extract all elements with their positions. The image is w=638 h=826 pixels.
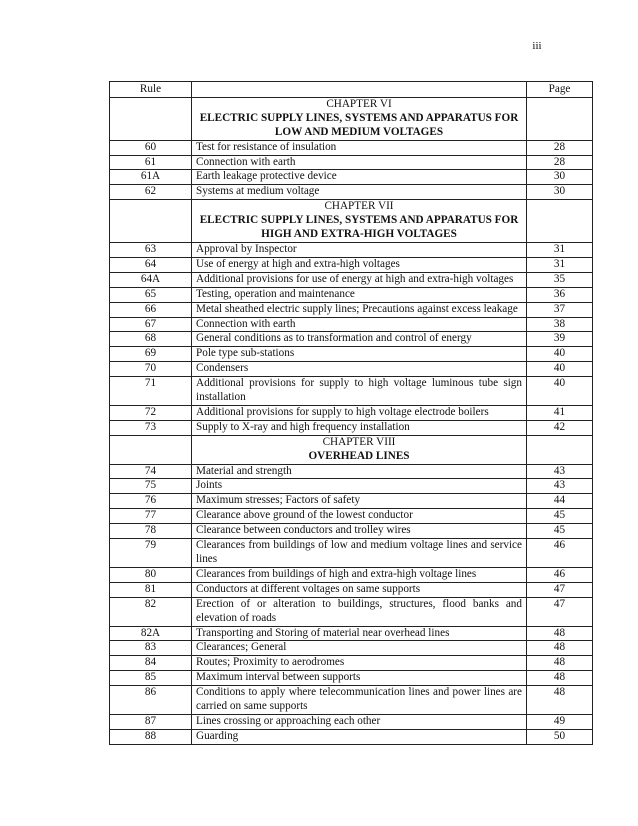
rule-description: Additional provisions for supply to high voltage electrode boilers (192, 405, 527, 420)
rule-number: 83 (110, 641, 192, 656)
table-row (110, 257, 593, 272)
rule-number: 76 (110, 494, 192, 509)
page-reference: 48 (527, 656, 593, 671)
table-row (110, 185, 593, 200)
contents-table (109, 81, 593, 745)
page-reference: 46 (527, 567, 593, 582)
rule-number: 70 (110, 362, 192, 377)
rule-description: Conditions to apply where telecommunication lines and power lines are carried on same supports (192, 686, 527, 715)
page-reference: 48 (527, 641, 593, 656)
table-row (110, 509, 593, 524)
page-reference: 48 (527, 671, 593, 686)
rule-description: Clearances from buildings of high and extra-high voltage lines (192, 567, 527, 582)
rule-description: Supply to X-ray and high frequency installation (192, 420, 527, 435)
rule-number: 86 (110, 686, 192, 715)
rule-description: Systems at medium voltage (192, 185, 527, 200)
table-row (110, 332, 593, 347)
rule-description: Pole type sub-stations (192, 347, 527, 362)
rule-description: Additional provisions for use of energy at high and extra-high voltages (192, 272, 527, 287)
rule-number: 82 (110, 597, 192, 626)
rule-number: 73 (110, 420, 192, 435)
rule-description: Connection with earth (192, 317, 527, 332)
rule-number: 71 (110, 377, 192, 406)
table-row (110, 479, 593, 494)
table-row (110, 420, 593, 435)
table-row (110, 567, 593, 582)
table-row (110, 405, 593, 420)
table-row (110, 347, 593, 362)
rule-number: 78 (110, 524, 192, 539)
rule-description: Guarding (192, 729, 527, 744)
table-row (110, 656, 593, 671)
table-row (110, 539, 593, 568)
table-row (110, 494, 593, 509)
chapter-heading-cell (192, 200, 527, 243)
rule-description: Clearances; General (192, 641, 527, 656)
chapter-title: ELECTRIC SUPPLY LINES, SYSTEMS AND APPARATUS FOR LOW AND MEDIUM VOLTAGES (199, 111, 519, 138)
rule-number: 60 (110, 140, 192, 155)
table-row (110, 729, 593, 744)
rule-number: 85 (110, 671, 192, 686)
contents-table-body (110, 97, 593, 744)
table-row (110, 242, 593, 257)
rule-description: Maximum interval between supports (192, 671, 527, 686)
rule-number: 81 (110, 582, 192, 597)
page-reference: 47 (527, 582, 593, 597)
page-reference: 46 (527, 539, 593, 568)
rule-description: Joints (192, 479, 527, 494)
rule-description: Erection of or alteration to buildings, structures, flood banks and elevation of roads (192, 597, 527, 626)
rule-description: Condensers (192, 362, 527, 377)
page-reference: 43 (527, 479, 593, 494)
page-reference: 40 (527, 362, 593, 377)
page-reference: 38 (527, 317, 593, 332)
rule-number: 62 (110, 185, 192, 200)
page-reference: 36 (527, 287, 593, 302)
page-reference: 28 (527, 155, 593, 170)
rule-description: Metal sheathed electric supply lines; Precautions against excess leakage (192, 302, 527, 317)
chapter-title: OVERHEAD LINES (308, 449, 410, 462)
rule-description: Transporting and Storing of material near overhead lines (192, 626, 527, 641)
page-reference: 44 (527, 494, 593, 509)
table-row (110, 272, 593, 287)
page-reference: 40 (527, 377, 593, 406)
empty-cell (110, 200, 192, 243)
chapter-heading-row (110, 435, 593, 464)
page-reference: 42 (527, 420, 593, 435)
page-reference: 28 (527, 140, 593, 155)
rule-number: 64A (110, 272, 192, 287)
rule-description: Test for resistance of insulation (192, 140, 527, 155)
table-row (110, 302, 593, 317)
page-reference: 37 (527, 302, 593, 317)
rule-number: 77 (110, 509, 192, 524)
table-row (110, 582, 593, 597)
rule-description: Clearance between conductors and trolley wires (192, 524, 527, 539)
table-row (110, 597, 593, 626)
table-row (110, 626, 593, 641)
description-column-header (192, 82, 527, 98)
chapter-number: CHAPTER VI (326, 97, 392, 110)
rule-number: 68 (110, 332, 192, 347)
table-row (110, 714, 593, 729)
table-row (110, 155, 593, 170)
table-row (110, 377, 593, 406)
rule-description: Maximum stresses; Factors of safety (192, 494, 527, 509)
rule-number: 66 (110, 302, 192, 317)
rule-number: 61A (110, 170, 192, 185)
rule-description: Additional provisions for supply to high voltage luminous tube sign installation (192, 377, 527, 406)
rule-number: 65 (110, 287, 192, 302)
page-reference: 41 (527, 405, 593, 420)
rule-description: Clearance above ground of the lowest conductor (192, 509, 527, 524)
empty-cell (527, 435, 593, 464)
page-reference: 31 (527, 257, 593, 272)
rule-number: 67 (110, 317, 192, 332)
rule-description: Clearances from buildings of low and medium voltage lines and service lines (192, 539, 527, 568)
chapter-title: ELECTRIC SUPPLY LINES, SYSTEMS AND APPARATUS FOR HIGH AND EXTRA-HIGH VOLTAGES (199, 214, 519, 241)
rule-number: 75 (110, 479, 192, 494)
page-reference: 50 (527, 729, 593, 744)
rule-description: Conductors at different voltages on same supports (192, 582, 527, 597)
table-row (110, 362, 593, 377)
table-row (110, 464, 593, 479)
table-header-row (110, 82, 593, 98)
table-row (110, 287, 593, 302)
page-reference: 43 (527, 464, 593, 479)
empty-cell (110, 435, 192, 464)
rule-description: General conditions as to transformation and control of energy (192, 332, 527, 347)
chapter-heading-cell (192, 97, 527, 140)
table-row (110, 641, 593, 656)
rule-number: 80 (110, 567, 192, 582)
page-reference: 30 (527, 185, 593, 200)
table-row (110, 671, 593, 686)
rule-column-header: Rule (110, 82, 192, 98)
rule-number: 79 (110, 539, 192, 568)
empty-cell (527, 200, 593, 243)
page-reference: 45 (527, 524, 593, 539)
rule-description: Material and strength (192, 464, 527, 479)
empty-cell (110, 97, 192, 140)
rule-number: 69 (110, 347, 192, 362)
page-reference: 49 (527, 714, 593, 729)
rule-number: 72 (110, 405, 192, 420)
rule-number: 63 (110, 242, 192, 257)
table-row (110, 140, 593, 155)
page-reference: 35 (527, 272, 593, 287)
rule-description: Lines crossing or approaching each other (192, 714, 527, 729)
rule-description: Routes; Proximity to aerodromes (192, 656, 527, 671)
chapter-number: CHAPTER VII (324, 200, 394, 213)
page-reference: 48 (527, 686, 593, 715)
empty-cell (527, 97, 593, 140)
chapter-heading-row (110, 97, 593, 140)
rule-number: 61 (110, 155, 192, 170)
page-reference: 47 (527, 597, 593, 626)
table-row (110, 686, 593, 715)
rule-description: Use of energy at high and extra-high voltages (192, 257, 527, 272)
page-reference: 31 (527, 242, 593, 257)
rule-description: Earth leakage protective device (192, 170, 527, 185)
rule-number: 84 (110, 656, 192, 671)
page-reference: 40 (527, 347, 593, 362)
rule-description: Approval by Inspector (192, 242, 527, 257)
page-reference: 30 (527, 170, 593, 185)
chapter-heading-cell (192, 435, 527, 464)
rule-number: 82A (110, 626, 192, 641)
rule-number: 88 (110, 729, 192, 744)
table-row (110, 170, 593, 185)
rule-number: 74 (110, 464, 192, 479)
rule-number: 87 (110, 714, 192, 729)
rule-description: Connection with earth (192, 155, 527, 170)
chapter-number: CHAPTER VIII (322, 435, 396, 448)
table-row (110, 524, 593, 539)
page-column-header: Page (527, 82, 593, 98)
page-reference: 39 (527, 332, 593, 347)
table-row (110, 317, 593, 332)
chapter-heading-row (110, 200, 593, 243)
page-reference: 45 (527, 509, 593, 524)
rule-description: Testing, operation and maintenance (192, 287, 527, 302)
page-number: iii (532, 40, 542, 52)
rule-number: 64 (110, 257, 192, 272)
page-reference: 48 (527, 626, 593, 641)
